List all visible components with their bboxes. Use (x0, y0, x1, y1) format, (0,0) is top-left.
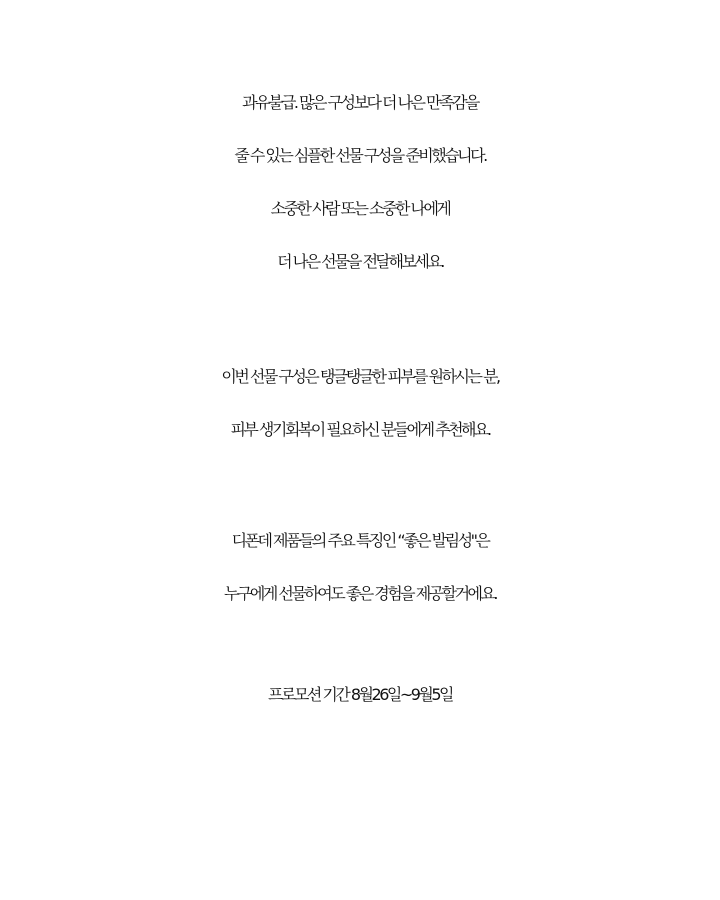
promotion-period-text: 프로모션 기간 8월26일~9월5일 (267, 685, 453, 704)
text-line: 줄 수 있는 심플한 선물 구성을 준비했습니다. (234, 146, 486, 165)
text-line: 더 나은 선물을 전달해보세요. (277, 252, 443, 271)
promotion-period-paragraph (0, 668, 720, 721)
text-line: 과유불급. 많은 구성보다 더 나은 만족감을 (242, 93, 478, 112)
feature-paragraph (0, 514, 720, 620)
text-line: 피부 생기회복이 필요하신 분들에게 추천해요. (230, 420, 490, 439)
text-line: 누구에게 선물하여도 좋은 경험을 제공할거에요. (223, 584, 497, 603)
intro-paragraph (0, 76, 720, 288)
text-line: 이번 선물 구성은 탱글탱글한 피부를 원하시는 분, (221, 367, 499, 386)
recommendation-paragraph (0, 350, 720, 456)
text-line: 소중한 사람 또는 소중한 나에게 (270, 199, 450, 218)
text-line: 디폰데 제품들의 주요 특징인 “좋은 발림성"은 (231, 531, 489, 550)
